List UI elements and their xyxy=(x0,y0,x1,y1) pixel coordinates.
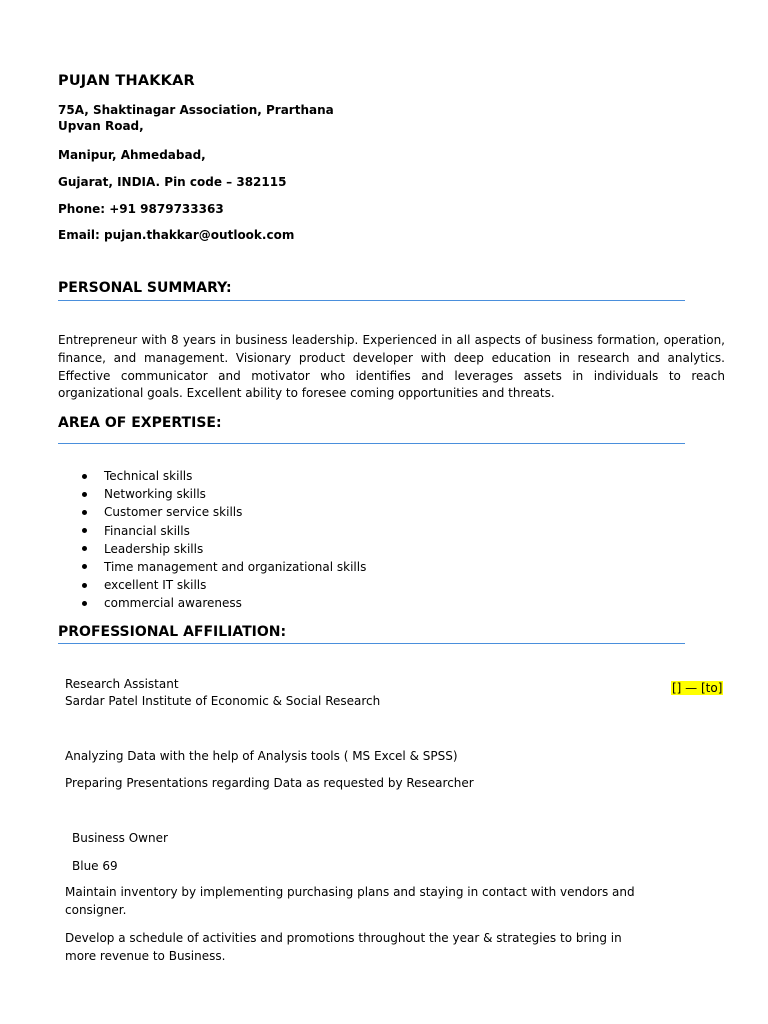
address-line-2: Manipur, Ahmedabad, xyxy=(58,148,206,162)
section-divider xyxy=(58,443,685,444)
expertise-item: Time management and organizational skills xyxy=(58,558,366,576)
job-duty: Preparing Presentations regarding Data as requested by Researcher xyxy=(65,776,474,790)
expertise-item: Financial skills xyxy=(58,522,366,540)
expertise-item: Customer service skills xyxy=(58,503,366,521)
job-organization: Sardar Patel Institute of Economic & Social Research xyxy=(65,694,381,708)
expertise-list xyxy=(58,467,366,613)
expertise-item: Technical skills xyxy=(58,467,366,485)
affiliation-heading: PROFESSIONAL AFFILIATION: xyxy=(58,624,287,640)
job-duty: Develop a schedule of activities and promotions throughout the year & strategies to bring in more revenue to Business. xyxy=(65,931,622,963)
job-duty: Maintain inventory by implementing purchasing plans and staying in contact with vendors and consigner. xyxy=(65,885,635,917)
section-divider xyxy=(58,643,685,644)
job-duty: Analyzing Data with the help of Analysis tools ( MS Excel & SPSS) xyxy=(65,749,458,763)
expertise-item: commercial awareness xyxy=(58,594,366,612)
expertise-item: Networking skills xyxy=(58,485,366,503)
job-organization: Blue 69 xyxy=(72,859,118,873)
job-title: Research Assistant xyxy=(65,677,179,691)
address-line-1: 75A, Shaktinagar Association, Prarthana Upvan Road, xyxy=(58,103,334,133)
personal-summary-text: Entrepreneur with 8 years in business leadership. Experienced in all aspects of business formation, operation, finance, and management. Visionary product developer with deep education in research and analytics. Effective communicator and motivator who identifies and leverages assets in individuals to reach organizational goals. Excellent ability to foresee coming opportunities and threats. xyxy=(58,333,725,401)
address-line-3: Gujarat, INDIA. Pin code – 382115 xyxy=(58,175,287,189)
email: Email: pujan.thakkar@outlook.com xyxy=(58,228,295,242)
section-divider xyxy=(58,300,685,301)
date-range-placeholder: [] — [to] xyxy=(672,681,723,695)
job-dates xyxy=(671,677,723,696)
phone: Phone: +91 9879733363 xyxy=(58,202,224,216)
expertise-item: excellent IT skills xyxy=(58,576,366,594)
expertise-heading: AREA OF EXPERTISE: xyxy=(58,415,222,431)
expertise-item: Leadership skills xyxy=(58,540,366,558)
personal-summary-heading: PERSONAL SUMMARY: xyxy=(58,280,232,296)
job-title: Business Owner xyxy=(72,831,168,845)
candidate-name: PUJAN THAKKAR xyxy=(58,73,195,89)
